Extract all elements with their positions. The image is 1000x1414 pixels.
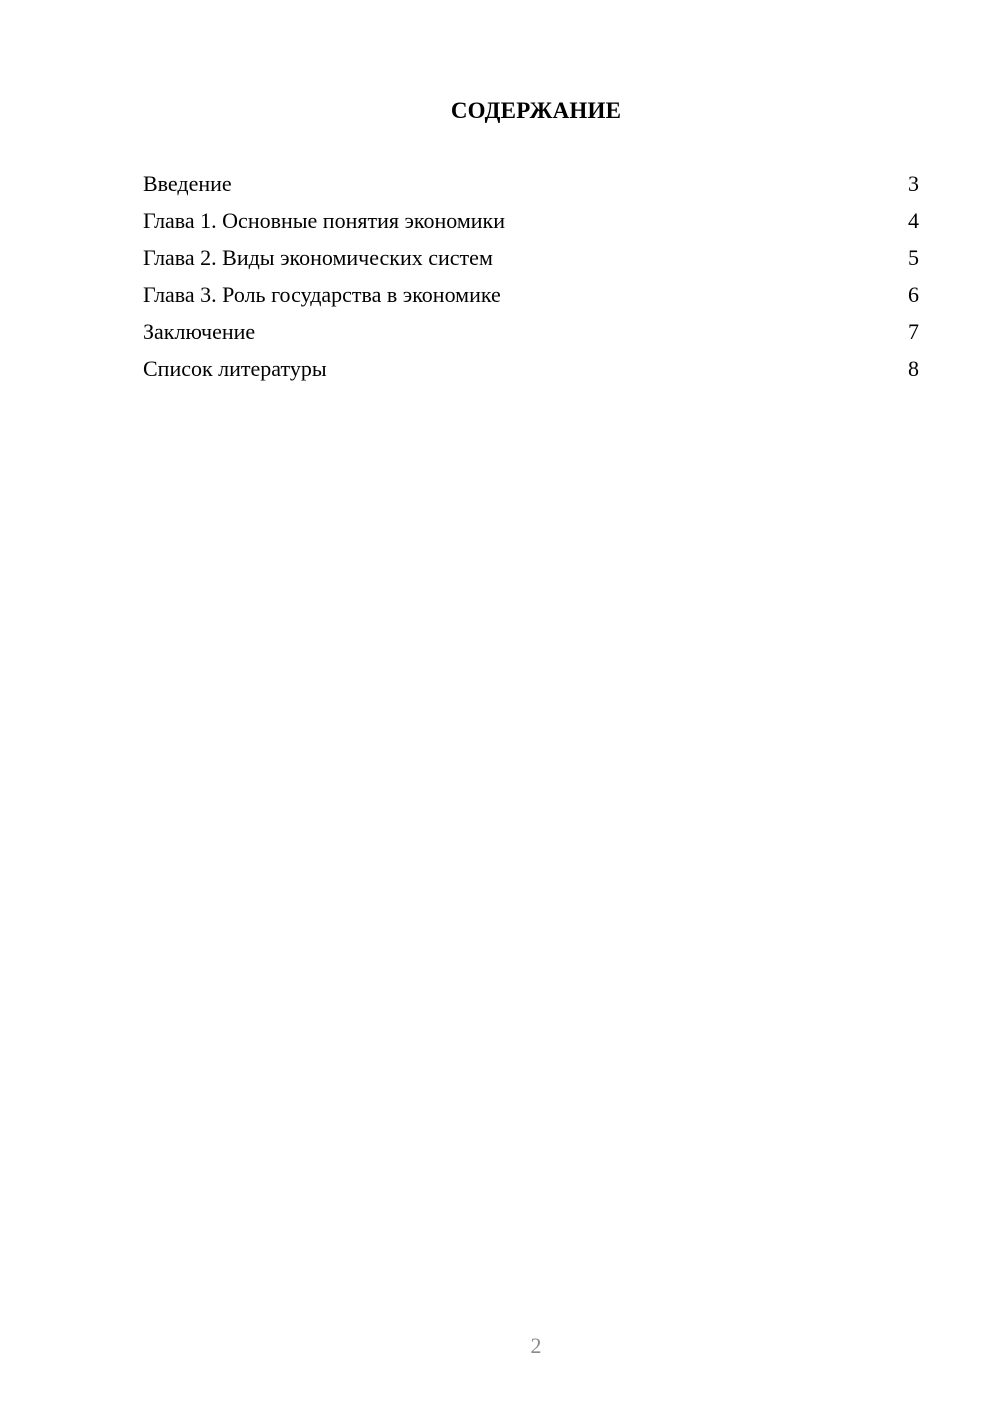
toc-item-label: Введение	[143, 171, 232, 196]
table-of-contents	[143, 169, 919, 391]
toc-item-page: 4	[908, 208, 919, 233]
toc-item-label: Глава 2. Виды экономических систем	[143, 245, 493, 270]
toc-item-page: 8	[908, 356, 919, 381]
toc-item-chapter-3	[143, 280, 919, 317]
toc-item-label: Заключение	[143, 319, 256, 344]
toc-item-references	[143, 354, 919, 391]
toc-item-chapter-1	[143, 206, 919, 243]
toc-item-page: 6	[908, 282, 919, 307]
toc-item-label: Глава 1. Основные понятия экономики	[143, 208, 506, 233]
page-title: СОДЕРЖАНИЕ	[450, 98, 622, 123]
toc-item-chapter-2	[143, 243, 919, 280]
toc-item-page: 3	[908, 171, 919, 196]
toc-item-conclusion	[143, 317, 919, 354]
toc-item-introduction	[143, 169, 919, 206]
toc-item-page: 5	[908, 245, 919, 270]
toc-item-page: 7	[908, 319, 919, 344]
page-number: 2	[530, 1333, 542, 1358]
toc-item-label: Глава 3. Роль государства в экономике	[143, 282, 501, 307]
toc-item-label: Список литературы	[143, 356, 327, 381]
